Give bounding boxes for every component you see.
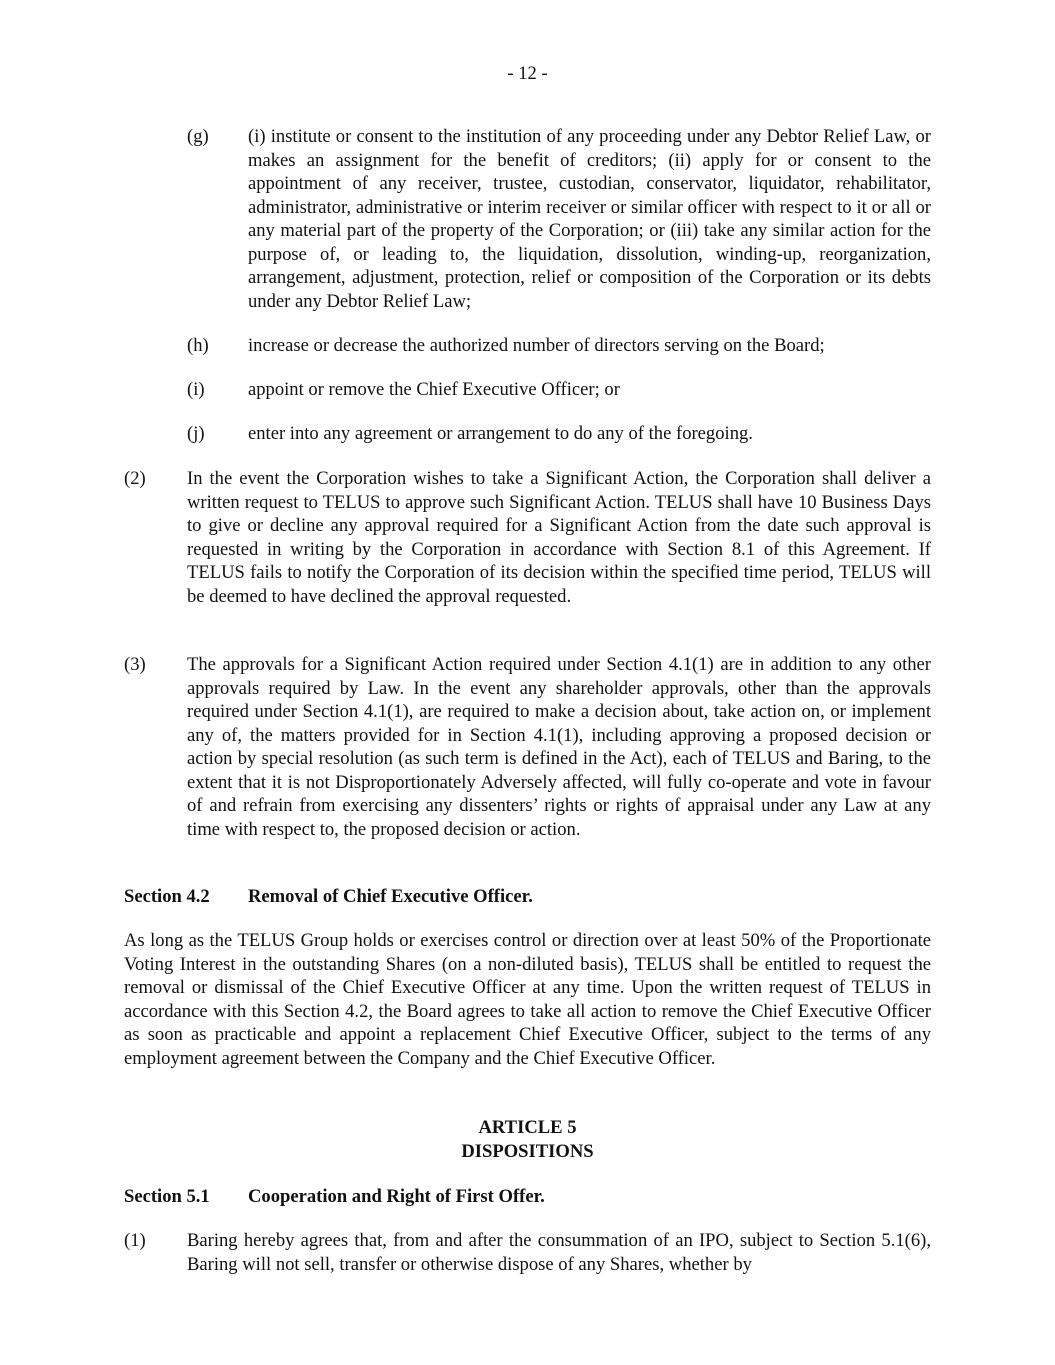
- item-text-5-1-1: Baring hereby agrees that, from and after the consummation of an IPO, subject to Section 5.1(6), Baring will not sell, transfer or otherwise dispose of any Shares, whether by: [187, 1230, 931, 1275]
- sub-item-label-j: (j): [187, 423, 205, 444]
- sub-item-text-j: enter into any agreement or arrangement to do any of the foregoing.: [248, 423, 753, 444]
- item-text-2: In the event the Corporation wishes to take a Significant Action, the Corporation shall deliver a written request to TELUS to approve such Significant Action. TELUS shall have 10 Business Days to give or decline any approval required for a Significant Action from the date such approval is requested in writing by the Corporation in accordance with Section 8.1 of this Agreement. If TELUS fails to notify the Corporation of its decision within the specified time period, TELUS will be deemed to have declined the approval requested.: [187, 468, 931, 607]
- section-4-2-body: As long as the TELUS Group holds or exercises control or direction over at least 50% of the Proportionate Voting Interest in the outstanding Shares (on a non-diluted basis), TELUS shall be entitled to request the removal or dismissal of the Chief Executive Officer at any time. Upon the written request of TELUS in accordance with this Section 4.2, the Board agrees to take all action to remove the Chief Executive Officer as soon as practicable and appoint a replacement Chief Executive Officer, subject to the terms of any employment agreement between the Company and the Chief Executive Officer.: [124, 930, 931, 1069]
- sub-item-label-i: (i): [187, 379, 205, 400]
- item-label-3: (3): [124, 654, 146, 675]
- sub-item-label-h: (h): [187, 335, 209, 356]
- sub-item-text-g: (i) institute or consent to the institution of any proceeding under any Debtor Relief Law, or makes an assignment for the benefit of creditors; (ii) apply for or consent to the appointment of any receiver, trustee, custodian, conservator, liquidator, rehabilitator, administrator, administrative or interim receiver or similar officer with respect to it or all or any material part of the property of the Corporation; or (iii) take any similar action for the purpose of, or leading to, the liquidation, dissolution, winding-up, reorganization, arrangement, adjustment, protection, relief or composition of the Corporation or its debts under any Debtor Relief Law;: [248, 126, 931, 312]
- sub-item-text-i: appoint or remove the Chief Executive Officer; or: [248, 379, 620, 400]
- section-4-2-number: Section 4.2: [124, 886, 210, 907]
- section-4-2-title: Removal of Chief Executive Officer.: [248, 886, 533, 907]
- item-text-3: The approvals for a Significant Action required under Section 4.1(1) are in addition to any other approvals required by Law. In the event any shareholder approvals, other than the approvals required under Section 4.1(1), are required to make a decision about, take action on, or implement any of, the matters provided for in Section 4.1(1), including approving a proposed decision or action by special resolution (as such term is defined in the Act), each of TELUS and Baring, to the extent that it is not Disproportionately Adversely affected, will fully co-operate and vote in favour of and refrain from exercising any dissenters’ rights or rights of appraisal under any Law at any time with respect to, the proposed decision or action.: [187, 654, 931, 840]
- article-title: DISPOSITIONS: [461, 1141, 594, 1162]
- item-label-2: (2): [124, 468, 146, 489]
- sub-item-text-h: increase or decrease the authorized number of directors serving on the Board;: [248, 335, 825, 356]
- page-number: - 12 -: [507, 63, 548, 84]
- article-number: ARTICLE 5: [478, 1117, 577, 1138]
- item-label-5-1-1: (1): [124, 1230, 146, 1251]
- section-5-1-number: Section 5.1: [124, 1186, 210, 1207]
- sub-item-label-g: (g): [187, 126, 209, 147]
- section-5-1-title: Cooperation and Right of First Offer.: [248, 1186, 545, 1207]
